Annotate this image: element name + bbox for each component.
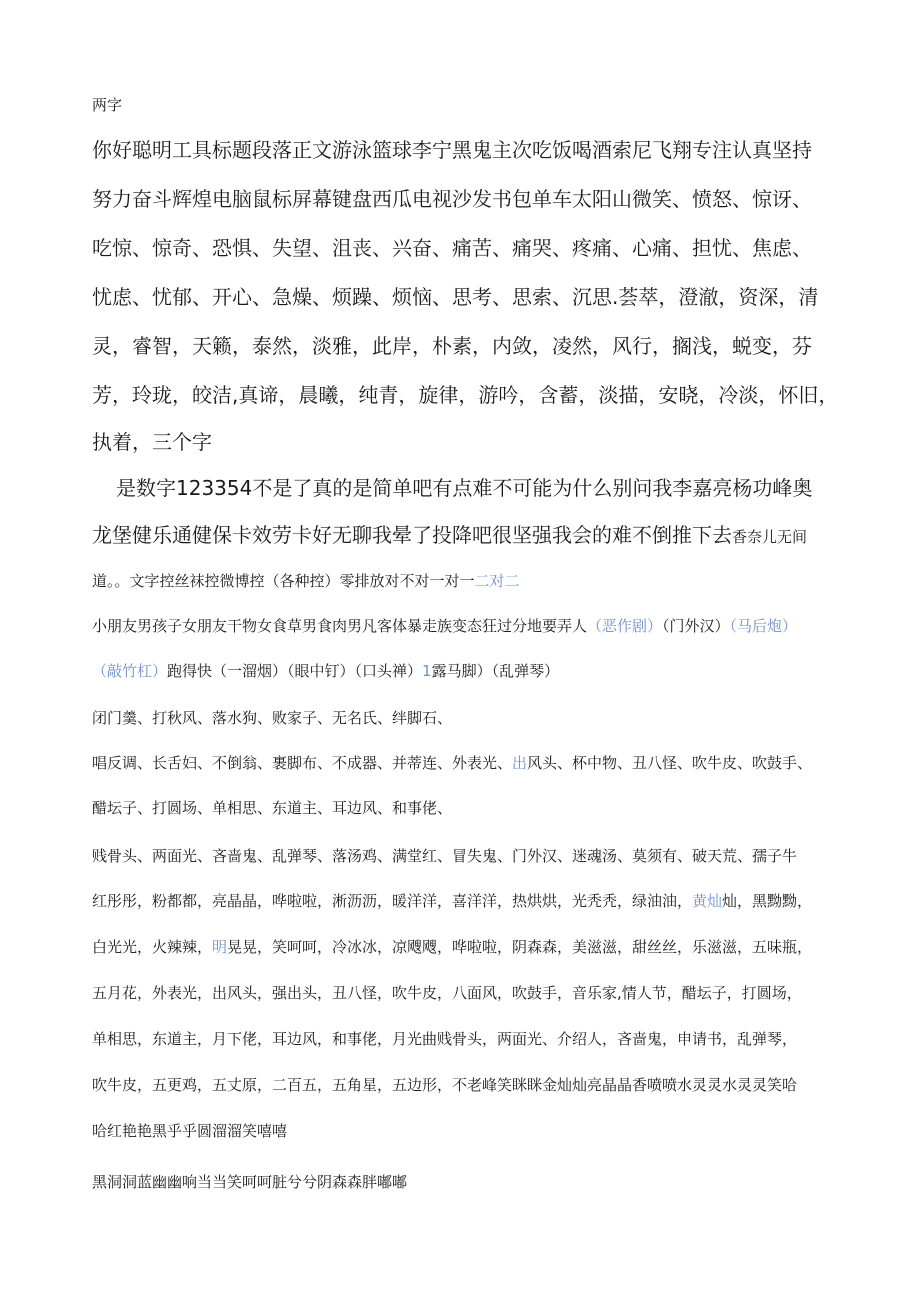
para7-line-1: 黑洞洞蓝幽幽响当当笑呵呵脏兮兮阴森森胖嘟嘟 [92,1173,408,1191]
para1-line-4: 忧虑、忧郁、开心、急燥、烦躁、烦恼、思考、思索、沉思.荟萃，澄澈，资深，清 [92,285,819,309]
para3-line-1 [92,615,797,636]
para6-line-2 [92,890,812,911]
para1-line-1: 你好聪明工具标题段落正文游泳篮球李宁黑鬼主次吃饭喝酒索尼飞翔专注认真坚持 [92,138,812,162]
para6-line-6: 吹牛皮，五更鸡，五丈原，二百五，五角星，五边形，不老峰笑眯眯金灿灿亮晶晶香喷喷水灵灵水灵灵笑哈 [92,1076,798,1094]
para3-line-1-blue-1: （恶作剧） [587,617,663,635]
para3-line-2-blue-2: 1 [422,662,432,680]
para5-line-1-blue: 出 [512,754,528,772]
para5-line-2: 醋坛子、打圆场、单相思、东道主、耳边风、和事佬、 [92,799,453,817]
para6-line-1: 贱骨头、两面光、吝啬鬼、乱弹琴、落汤鸡、满堂红、冒失鬼、门外汉、迷魂汤、莫须有、破天荒、孺子牛 [92,847,798,865]
para3-line-2 [92,660,559,681]
para3-line-1-mid: （门外汉） [662,617,730,635]
para6-line-2-b: 灿，黑黝黝， [722,892,813,910]
para1-line-6: 芳，玲珑，皎洁,真谛，晨曦，纯青，旋律，游吟，含蓄，淡描，安晓，冷淡，怀旧， [92,383,839,407]
para6-line-3 [92,936,812,957]
para6-line-7: 哈红艳艳黑乎乎圆溜溜笑嘻嘻 [92,1122,288,1140]
para2-line-3 [92,570,520,591]
para3-line-1-blue-2: （马后炮） [729,617,798,635]
para6-line-2-blue: 黄灿 [692,892,723,910]
para2-line-2 [92,519,807,548]
para1-line-2: 努力奋斗辉煌电脑鼠标屏幕键盘西瓜电视沙发书包单车太阳山微笑、愤怒、惊讶、 [92,187,812,211]
para6-line-3-blue: 明 [212,938,228,956]
para3-line-2-main: 跑得快（一溜烟）（眼中钉）（口头禅） [167,662,423,680]
doc-heading: 两字 [92,96,123,114]
para6-line-3-a: 白光光，火辣辣， [92,938,213,956]
para5-line-1-a: 唱反调、长舌妇、不倒翁、裹脚布、不成器、并蒂连、外表光、 [92,754,513,772]
para5-line-1-b: 风头、杯中物、丑八怪、吹牛皮、吹鼓手、 [527,754,813,772]
para2-line-3-main: 道。。文字控丝袜控微博控（各种控）零排放对不对一对一 [92,572,475,590]
para4-line-1: 闭门羹、打秋风、落水狗、败家子、无名氏、绊脚石、 [92,709,453,727]
para6-line-3-b: 晃晃，笑呵呵，冷冰冰，凉飕飕，哗啦啦，阴森森，美滋滋，甜丝丝，乐滋滋，五味瓶， [227,938,813,956]
para2-line-2-small: 香奈儿无间 [732,528,808,546]
para3-line-2-blue-1: （敲竹杠） [92,662,168,680]
para5-line-1 [92,752,812,773]
para1-line-3: 吃惊、惊奇、恐惧、失望、沮丧、兴奋、痛苦、痛哭、疼痛、心痛、担忧、焦虑、 [92,236,812,260]
para3-line-1-main: 小朋友男孩子女朋友干物女食草男食肉男凡客体暴走族变态狂过分地要弄人 [92,617,588,635]
para6-line-4: 五月花，外表光，出风头，强出头，丑八怪，吹牛皮，八面风，吹鼓手，音乐家,情人节，醋坛子，打圆场， [92,984,802,1002]
para1-line-7: 执着，三个字 [92,430,212,454]
para6-line-2-a: 红彤彤，粉都都，亮晶晶，哗啦啦，淅沥沥，暖洋洋，喜洋洋，热烘烘，光秃秃，绿油油， [92,892,693,910]
para3-line-2-tail: 露马脚）（乱弹琴） [431,662,560,680]
para2-line-3-blue: 二对二 [474,572,520,590]
para6-line-5: 单相思，东道主，月下佬，耳边风，和事佬，月光曲贱骨头，两面光、介绍人，吝啬鬼，申请书，乱弹琴， [92,1030,798,1048]
para1-line-5: 灵，睿智，天籁，泰然，淡雅，此岸，朴素，内敛，凌然，风行，搁浅，蜕变，芬 [92,334,812,358]
para2-line-1: 是数字123354不是了真的是简单吧有点难不可能为什么别问我李嘉亮杨功峰奥 [116,476,813,500]
para2-line-2-main: 龙堡健乐通健保卡效劳卡好无聊我晕了投降吧很坚强我会的难不倒推下去 [92,523,732,547]
